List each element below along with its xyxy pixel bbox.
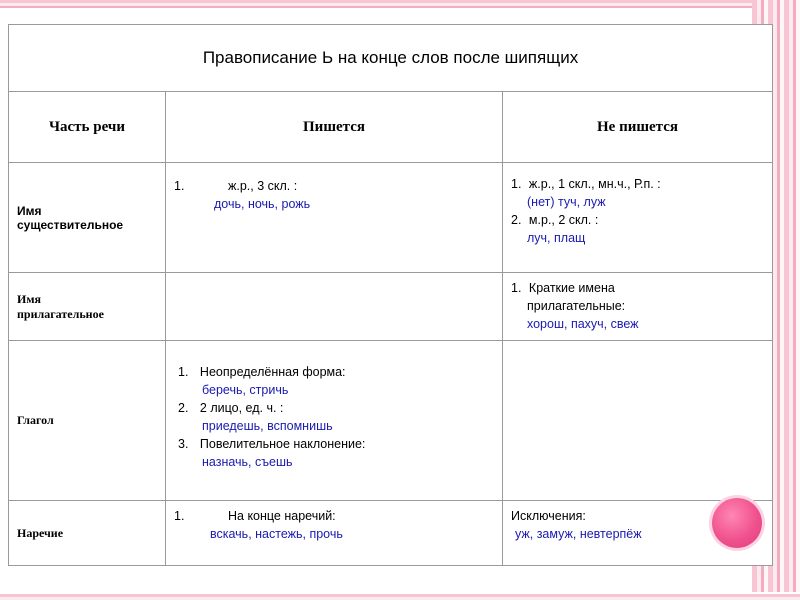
header-written: Пишется <box>166 92 503 163</box>
part-adjective-line1: Имя <box>17 291 41 306</box>
part-adverb-line1: Наречие <box>17 525 64 540</box>
item-number: 1. <box>178 365 189 379</box>
part-adjective <box>9 273 166 341</box>
table-title: Правописание Ь на конце слов после шипящих <box>9 25 773 92</box>
item-number: 2. <box>178 401 189 415</box>
part-adverb <box>9 501 166 566</box>
part-noun-line2: существительное <box>17 217 124 232</box>
item-number: 1. <box>174 509 185 523</box>
exceptions-title: Исключения: <box>511 509 586 523</box>
noun-written-cell <box>166 163 503 273</box>
rule-examples: (нет) туч, луж <box>527 195 606 209</box>
rule-examples: назначь, съешь <box>202 455 293 469</box>
rule-text-continued: прилагательные: <box>527 299 626 313</box>
table-row-noun <box>9 163 773 273</box>
table-row-adverb <box>9 501 773 566</box>
rule-examples: луч, плащ <box>527 231 586 245</box>
rule-text: Повелительное наклонение: <box>199 437 366 451</box>
header-row <box>9 92 773 163</box>
rule-text: ж.р., 1 скл., мн.ч., Р.п. : <box>528 177 661 191</box>
rule-text: На конце наречий: <box>228 509 336 523</box>
exceptions-examples: уж, замуж, невтерпёж <box>515 527 642 541</box>
adverb-written-cell <box>166 501 503 566</box>
part-verb-line1: Глагол <box>17 413 54 427</box>
adjective-written-cell <box>166 273 503 341</box>
decorative-pink-circle <box>712 498 762 548</box>
part-noun-line1: Имя <box>17 203 42 218</box>
part-verb <box>9 341 166 501</box>
item-number: 1. <box>174 179 185 193</box>
table-row-adjective <box>9 273 773 341</box>
rule-examples: вскачь, настежь, прочь <box>210 527 343 541</box>
rule-text: Неопределённая форма: <box>199 365 346 379</box>
noun-not-written-cell <box>503 163 773 273</box>
rule-examples: приедешь, вспомнишь <box>202 419 333 433</box>
rule-text: 2 лицо, ед. ч. : <box>199 401 284 415</box>
verb-not-written-cell <box>503 341 773 501</box>
item-number: 1. <box>511 281 522 295</box>
decorative-bottom-stripes <box>0 592 800 600</box>
part-noun <box>9 163 166 273</box>
item-number: 1. <box>511 177 522 191</box>
header-not-written: Не пишется <box>503 92 773 163</box>
rule-text: ж.р., 3 скл. : <box>228 179 298 193</box>
rule-examples: беречь, стричь <box>202 383 289 397</box>
table-row-verb <box>9 341 773 501</box>
part-adjective-line2: прилагательное <box>17 306 104 321</box>
item-number: 2. <box>511 213 522 227</box>
decorative-top-stripes <box>0 0 800 10</box>
rule-text: Краткие имена <box>528 281 615 295</box>
rule-text: м.р., 2 скл. : <box>528 213 599 227</box>
item-number: 3. <box>178 437 189 451</box>
adjective-not-written-cell <box>503 273 773 341</box>
header-part-of-speech: Часть речи <box>9 92 166 163</box>
rule-examples: хорош, пахуч, свеж <box>527 317 639 331</box>
verb-written-cell <box>166 341 503 501</box>
rule-examples: дочь, ночь, рожь <box>214 197 311 211</box>
title-row <box>9 25 773 92</box>
spelling-rules-table <box>8 24 773 566</box>
